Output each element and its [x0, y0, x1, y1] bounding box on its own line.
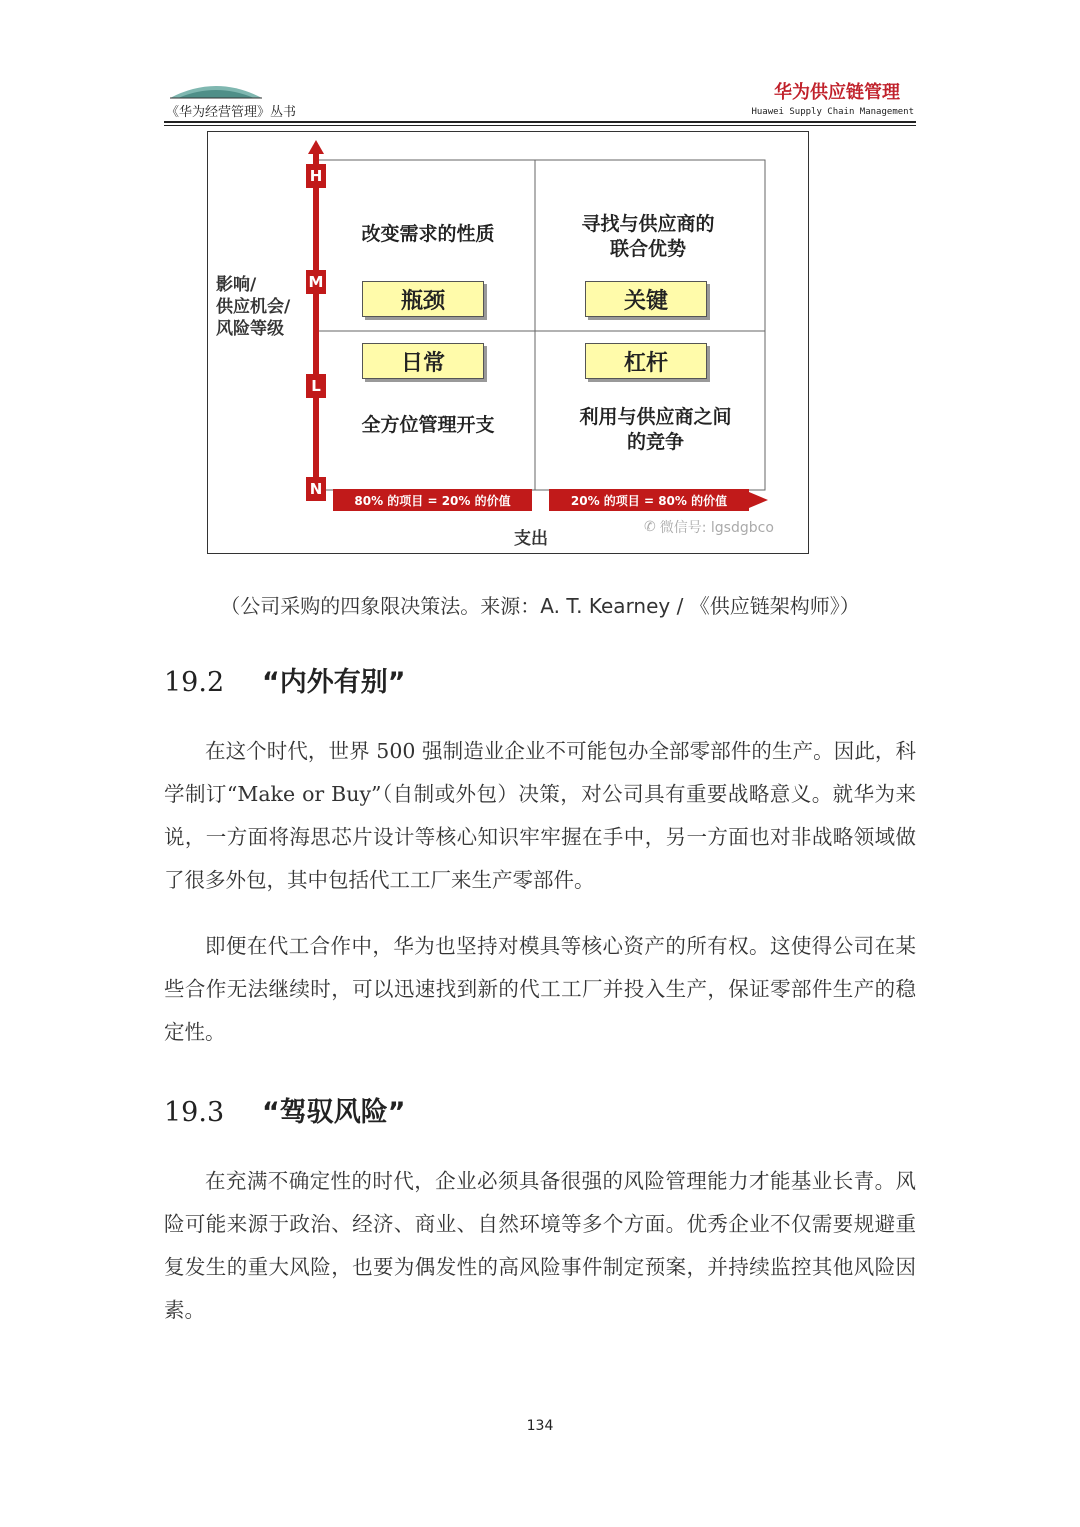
watermark-text: 微信号: lgsdgbco — [659, 520, 774, 536]
paragraph: 在充满不确定性的时代，企业必须具备很强的风险管理能力才能基业长青。风险可能来源于政治、经济、商业、自然环境等多个方面。优秀企业不仅需要规避重复发生的重大风险，也要为偶发性的高风险事件制定预案，并持续监控其他风险因素。 — [164, 1169, 916, 1322]
quadrant-desc-line: 的竞争 — [626, 431, 684, 453]
y-axis-arrow-icon — [308, 140, 324, 154]
brand-subtitle: Huawei Supply Chain Management — [751, 107, 914, 117]
header-rule — [164, 121, 916, 123]
x-axis-label: 支出 — [514, 529, 548, 549]
quadrant-top-right-box: 关键 — [585, 281, 707, 317]
page-number: 134 — [526, 1418, 554, 1434]
quadrant-bottom-right-desc — [553, 405, 758, 455]
section-number: 19.3 — [164, 1097, 225, 1128]
section-title: “驾驭风险” — [262, 1097, 406, 1128]
brand-title: 华为供应链管理 — [774, 82, 900, 103]
paragraph: 即便在代工合作中，华为也坚持对模具等核心资产的所有权。这使得公司在某些合作无法继续时，可以迅速找到新的代工工厂并投入生产，保证零部件生产的稳定性。 — [164, 934, 916, 1044]
watermark — [644, 517, 774, 537]
wechat-icon: ✆ — [644, 519, 656, 535]
y-tick-n: N — [306, 477, 326, 501]
x-axis-arrow-icon — [749, 492, 768, 508]
quadrant-figure — [207, 131, 809, 554]
y-axis-label-line: 风险等级 — [216, 319, 284, 339]
y-axis-label — [216, 274, 290, 340]
quadrant-bottom-left-box: 日常 — [362, 343, 484, 379]
quadrant-top-left-desc: 改变需求的性质 — [361, 223, 495, 245]
x-bar-left-label: 80% 的项目 = 20% 的价值 — [354, 493, 511, 508]
section-heading — [164, 660, 406, 699]
header-rule-thin — [164, 125, 916, 126]
quadrant-desc-line: 寻找与供应商的 — [581, 213, 715, 235]
section-heading — [164, 1090, 406, 1129]
y-axis-label-line: 供应机会/ — [216, 297, 291, 317]
quadrant-desc-line: 利用与供应商之间 — [579, 406, 732, 428]
y-tick-m: M — [306, 270, 326, 294]
quadrant-top-left-box: 瓶颈 — [362, 281, 484, 317]
y-axis-label-line: 影响/ — [216, 275, 257, 295]
paragraph: 在这个时代，世界 500 强制造业企业不可能包办全部零部件的生产。因此，科学制订“Make or Buy”（自制或外包）决策，对公司具有重要战略意义。就华为来说，一方面将海思芯片设计等核心知识牢牢握在手中，另一方面也对非战略领域做了很多外包，其中包括代工工厂来生产零部件。 — [164, 739, 916, 892]
quadrant-desc-line: 联合优势 — [609, 238, 686, 260]
logo — [168, 78, 264, 100]
figure-caption: （公司采购的四象限决策法。来源：A. T. Kearney / 《供应链架构师》） — [220, 594, 860, 618]
y-tick-h: H — [306, 164, 326, 188]
series-title: 《华为经营管理》丛书 — [166, 105, 297, 120]
y-tick-l: L — [306, 374, 326, 398]
section-number: 19.2 — [164, 667, 225, 698]
quadrant-top-right-desc — [553, 212, 743, 262]
section-title: “内外有别” — [262, 667, 406, 698]
quadrant-bottom-right-box: 杠杆 — [585, 343, 707, 379]
quadrant-bottom-left-desc: 全方位管理开支 — [361, 414, 495, 436]
x-bar-right-label: 20% 的项目 = 80% 的价值 — [570, 493, 728, 508]
